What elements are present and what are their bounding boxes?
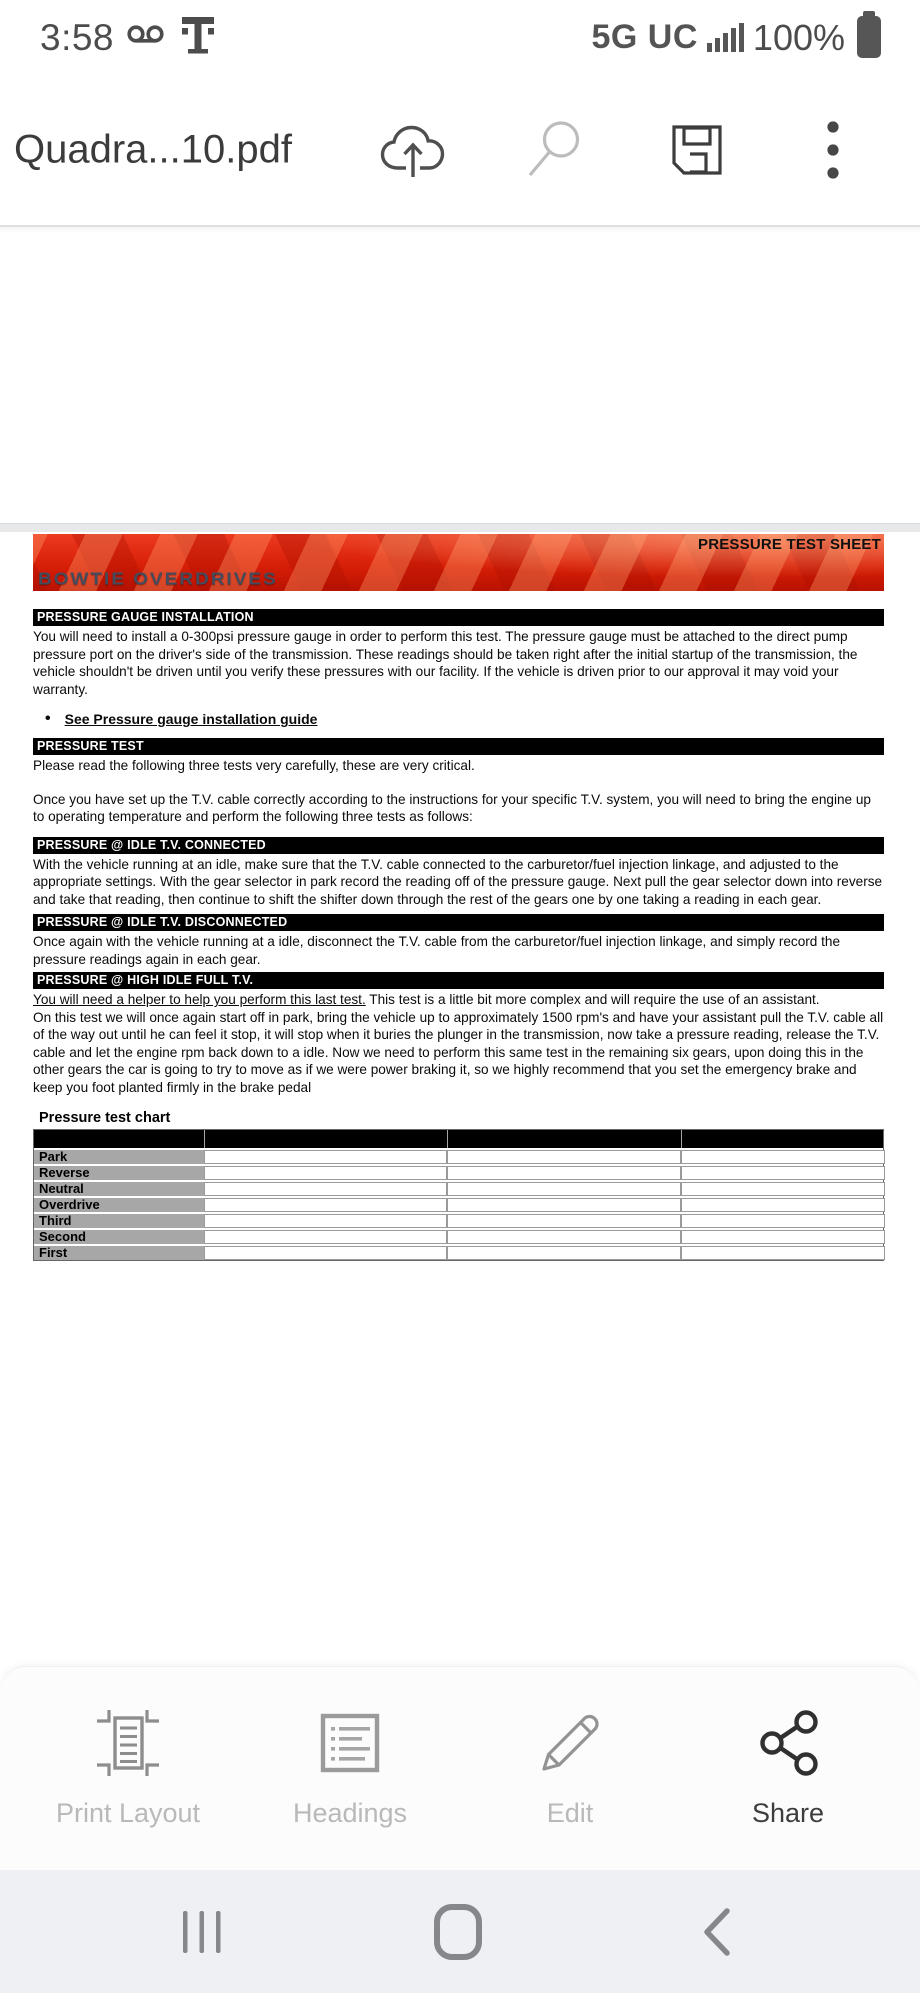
pressure-test-table bbox=[33, 1129, 884, 1261]
table-cell-empty bbox=[447, 1166, 681, 1180]
pressure-test-instructions: Once you have set up the T.V. cable correctly according to the instructions for your specific T.V. system, you will need to bring the engine up to operating temperature and perform the following three tests as follows: bbox=[33, 791, 871, 824]
table-cell-empty bbox=[204, 1150, 447, 1164]
headings-button[interactable] bbox=[250, 1705, 450, 1829]
table-row bbox=[34, 1150, 883, 1164]
table-header-row bbox=[34, 1130, 883, 1148]
network-type-label: 5G UC bbox=[591, 18, 698, 56]
edit-label: Edit bbox=[546, 1798, 594, 1828]
table-row bbox=[34, 1230, 883, 1244]
document-title: Quadra...10.pdf bbox=[14, 127, 292, 172]
status-bar bbox=[0, 0, 920, 75]
table-cell-empty bbox=[681, 1166, 885, 1180]
back-button[interactable] bbox=[702, 1908, 732, 1956]
share-button[interactable] bbox=[688, 1705, 888, 1829]
table-cell-empty bbox=[447, 1182, 681, 1196]
table-cell-empty bbox=[447, 1198, 681, 1212]
table-cell-empty bbox=[204, 1230, 447, 1244]
gear-label: Overdrive bbox=[34, 1198, 204, 1212]
gear-label: Park bbox=[34, 1150, 204, 1164]
document-banner bbox=[33, 534, 884, 591]
table-cell-empty bbox=[681, 1246, 885, 1260]
table-cell-empty bbox=[681, 1182, 885, 1196]
section-header-high-idle-full-tv: PRESSURE @ HIGH IDLE FULL T.V. bbox=[33, 972, 884, 989]
share-icon bbox=[750, 1705, 826, 1784]
gear-label: Second bbox=[34, 1230, 204, 1244]
gear-label: Third bbox=[34, 1214, 204, 1228]
table-cell-empty bbox=[447, 1246, 681, 1260]
table-row bbox=[34, 1214, 883, 1228]
gear-label: Neutral bbox=[34, 1182, 204, 1196]
headings-icon bbox=[312, 1705, 388, 1784]
bottom-toolbar bbox=[0, 1666, 920, 1870]
section-header-pressure-test: PRESSURE TEST bbox=[33, 738, 884, 755]
pressure-test-intro: Please read the following three tests very carefully, these are very critical. bbox=[33, 758, 475, 773]
gear-label: First bbox=[34, 1246, 204, 1260]
status-bar-right bbox=[592, 11, 885, 64]
table-cell-empty bbox=[681, 1214, 885, 1228]
table-cell-empty bbox=[681, 1198, 885, 1212]
cloud-upload-button[interactable] bbox=[378, 118, 448, 182]
battery-icon bbox=[854, 11, 884, 64]
table-header-divider bbox=[204, 1130, 205, 1148]
section-header-idle-tv-disconnected: PRESSURE @ IDLE T.V. DISCONNECTED bbox=[33, 914, 884, 931]
table-cell-empty bbox=[204, 1246, 447, 1260]
table-cell-empty bbox=[204, 1198, 447, 1212]
headings-label: Headings bbox=[292, 1798, 408, 1828]
table-header-divider bbox=[681, 1130, 682, 1148]
table-caption: Pressure test chart bbox=[39, 1110, 171, 1126]
bullet-item bbox=[33, 710, 884, 728]
search-icon bbox=[522, 172, 586, 187]
signal-strength-icon bbox=[707, 19, 744, 57]
status-time: 3:58 bbox=[40, 16, 115, 58]
table-cell-empty bbox=[204, 1166, 447, 1180]
status-bar-left bbox=[40, 12, 218, 63]
print-layout-label: Print Layout bbox=[55, 1798, 201, 1828]
previous-page-blank bbox=[0, 233, 920, 523]
table-cell-empty bbox=[447, 1150, 681, 1164]
table-row bbox=[34, 1182, 883, 1196]
home-button[interactable] bbox=[433, 1904, 483, 1960]
table-cell-empty bbox=[681, 1230, 885, 1244]
table-cell-empty bbox=[204, 1182, 447, 1196]
document-scroll-area[interactable] bbox=[0, 227, 920, 1666]
recents-icon bbox=[181, 1943, 223, 1958]
share-label: Share bbox=[751, 1798, 825, 1828]
banner-title: PRESSURE TEST SHEET bbox=[697, 536, 881, 553]
edit-button[interactable] bbox=[470, 1705, 670, 1829]
print-layout-icon bbox=[90, 1705, 166, 1784]
table-cell-empty bbox=[447, 1230, 681, 1244]
recents-button[interactable] bbox=[181, 1909, 223, 1955]
table-header-divider bbox=[447, 1130, 448, 1148]
save-button[interactable] bbox=[668, 121, 726, 179]
section-body-idle-tv-connected: With the vehicle running at an idle, make sure that the T.V. cable connected to the carburetor/fuel injection linkage, and adjusted to the appropriate settings. With the gear selector in park record the reading off of the pressure gauge. Next pull the gear selector down into reverse and take that reading, then continue to shift the shifter down through the rest of the gears one by one taking a reading in each gear. bbox=[33, 856, 883, 907]
home-icon bbox=[433, 1948, 483, 1963]
search-button[interactable] bbox=[522, 116, 586, 184]
helper-note-underlined: You will need a helper to help you perform this last test. bbox=[33, 992, 366, 1007]
cloud-upload-icon bbox=[378, 170, 448, 185]
table-row bbox=[34, 1166, 883, 1180]
section-header-gauge-installation: PRESSURE GAUGE INSTALLATION bbox=[33, 609, 884, 626]
overflow-menu-icon bbox=[826, 170, 840, 185]
t-mobile-logo bbox=[178, 12, 218, 63]
table-cell-empty bbox=[204, 1214, 447, 1228]
app-bar bbox=[0, 75, 920, 225]
pdf-page bbox=[0, 534, 920, 1261]
helper-note-rest: This test is a little bit more complex and will require the use of an assistant. bbox=[365, 992, 820, 1007]
table-row bbox=[34, 1246, 883, 1260]
save-icon bbox=[668, 167, 726, 182]
table-row bbox=[34, 1198, 883, 1212]
voicemail-icon bbox=[126, 19, 166, 56]
overflow-menu-button[interactable] bbox=[826, 118, 840, 182]
table-cell-empty bbox=[447, 1214, 681, 1228]
table-cell-empty bbox=[681, 1150, 885, 1164]
banner-brand-logo: BOWTIE OVERDRIVES bbox=[38, 570, 278, 590]
battery-percent-label: 100% bbox=[752, 16, 845, 58]
section-body-idle-tv-disconnected: Once again with the vehicle running at a idle, disconnect the T.V. cable from the carburetor/fuel injection linkage, and simply record the pressure readings again in each gear. bbox=[33, 934, 841, 967]
navigation-bar bbox=[0, 1870, 920, 1993]
page-gap bbox=[0, 523, 920, 532]
gear-label: Reverse bbox=[34, 1166, 204, 1180]
section-body-gauge-installation: You will need to install a 0-300psi pressure gauge in order to perform this test. The pressure gauge must be attached to the direct pump pressure port on the driver's side of the transmission. These readings should be taken right after the initial startup of the transmission, the vehicle shouldn't be driven until you verify these pressures with our facility. If the vehicle is driven prior to our approval it may void your warranty. bbox=[33, 629, 858, 697]
edit-pencil-icon bbox=[532, 1705, 608, 1784]
back-icon bbox=[702, 1944, 732, 1959]
section-header-idle-tv-connected: PRESSURE @ IDLE T.V. CONNECTED bbox=[33, 837, 884, 854]
installation-guide-link[interactable]: • See Pressure gauge installation guide bbox=[64, 711, 318, 727]
section-body-high-idle-full-tv: On this test we will once again start off in park, bring the vehicle up to approximately 1500 rpm's and have your assistant pull the T.V. cable all of the way out until he can feel it stop, it will stop when it buries the plunger in the transmission, now take a pressure reading, release the T.V. cable and let the engine rpm back down to a idle. Now we need to perform this same test in the remaining six gears, upon doing this in the other gears the car is going to try to move as if we were power braking it, so we highly recommend that you set the emergency brake and keep you foot planted firmly in the brake pedal bbox=[33, 1009, 884, 1095]
print-layout-button[interactable] bbox=[28, 1705, 228, 1829]
section-body-high-idle-lead bbox=[33, 991, 884, 1009]
